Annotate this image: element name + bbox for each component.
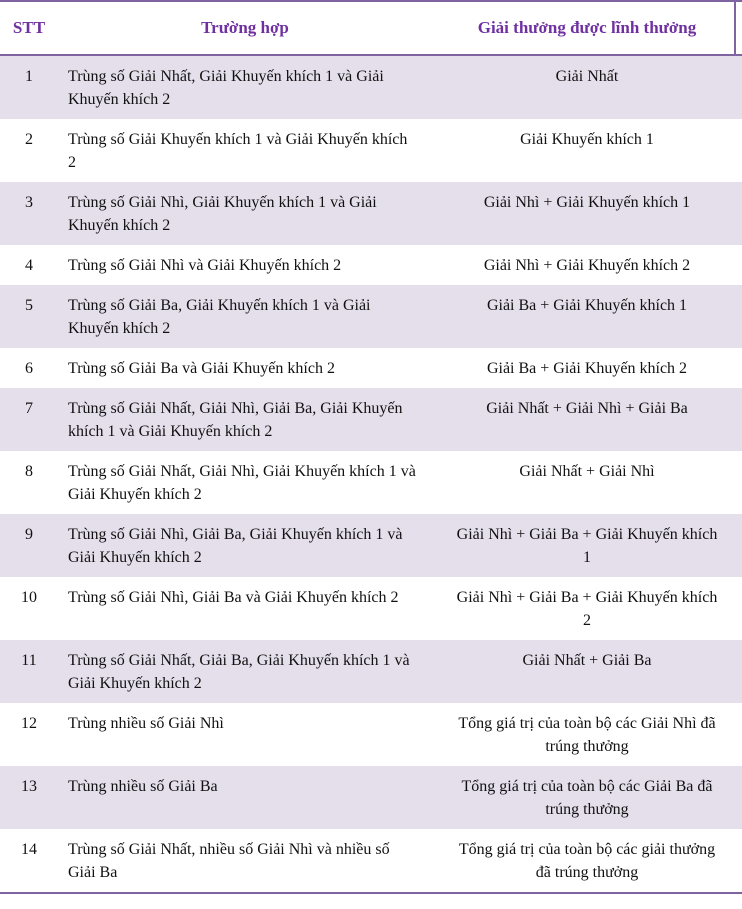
table-row	[0, 766, 742, 829]
table-row	[0, 451, 742, 514]
table-row	[0, 388, 742, 451]
header-row	[0, 1, 742, 55]
case-cell: Trùng số Giải Nhì, Giải Ba và Giải Khuyến khích 2	[68, 589, 399, 606]
stt-cell: 3	[25, 194, 33, 211]
stt-cell: 9	[25, 526, 33, 543]
case-cell: Trùng số Giải Nhất, Giải Ba, Giải Khuyến khích 1 và Giải Khuyến khích 2	[68, 652, 410, 692]
column-header-case: Trường hợp	[58, 1, 432, 55]
table-row	[0, 245, 742, 285]
case-cell: Trùng số Giải Nhất, nhiều số Giải Nhì và nhiều số Giải Ba	[68, 841, 390, 881]
table-row	[0, 285, 742, 348]
stt-cell: 10	[21, 589, 37, 606]
prize-cell: Giải Nhất + Giải Nhì	[519, 463, 655, 480]
column-header-prize: Giải thưởng được lĩnh thưởng	[432, 1, 742, 55]
case-cell: Trùng số Giải Ba và Giải Khuyến khích 2	[68, 360, 335, 377]
prize-cell: Giải Nhất	[555, 68, 619, 85]
prize-cell: Giải Nhì + Giải Khuyến khích 2	[483, 257, 691, 274]
prize-cell: Giải Nhì + Giải Ba + Giải Khuyến khích 2	[456, 589, 718, 629]
prize-cell: Giải Nhất + Giải Ba	[522, 652, 652, 669]
stt-cell: 4	[25, 257, 33, 274]
stt-cell: 2	[25, 131, 33, 148]
table-row	[0, 640, 742, 703]
prize-cell: Giải Ba + Giải Khuyến khích 1	[486, 297, 688, 314]
case-cell: Trùng số Giải Nhì và Giải Khuyến khích 2	[68, 257, 342, 274]
table-row	[0, 703, 742, 766]
case-cell: Trùng số Giải Nhì, Giải Ba, Giải Khuyến khích 1 và Giải Khuyến khích 2	[68, 526, 403, 566]
stt-cell: 12	[21, 715, 37, 732]
table-row	[0, 577, 742, 640]
stt-cell: 8	[25, 463, 33, 480]
case-cell: Trùng số Giải Nhất, Giải Khuyến khích 1 và Giải Khuyến khích 2	[68, 68, 384, 108]
stt-cell: 13	[21, 778, 37, 795]
case-cell: Trùng nhiều số Giải Ba	[68, 778, 218, 795]
case-cell: Trùng số Giải Nhất, Giải Nhì, Giải Ba, Giải Khuyến khích 1 và Giải Khuyến khích 2	[68, 400, 403, 440]
table-row	[0, 348, 742, 388]
table-body	[0, 55, 742, 893]
case-cell: Trùng số Giải Nhất, Giải Nhì, Giải Khuyến khích 1 và Giải Khuyến khích 2	[68, 463, 416, 503]
column-header-stt: STT	[0, 1, 58, 55]
table-row	[0, 55, 742, 119]
stt-cell: 11	[21, 652, 37, 669]
prize-cell: Giải Ba + Giải Khuyến khích 2	[486, 360, 688, 377]
table-row	[0, 829, 742, 893]
prize-cell: Tổng giá trị của toàn bộ các Giải Nhì đã trúng thưởng	[458, 715, 716, 755]
prize-cell: Giải Nhì + Giải Khuyến khích 1	[483, 194, 691, 211]
prize-cell: Giải Nhất + Giải Nhì + Giải Ba	[486, 400, 688, 417]
case-cell: Trùng số Giải Nhì, Giải Khuyến khích 1 và Giải Khuyến khích 2	[68, 194, 377, 234]
case-cell: Trùng số Giải Ba, Giải Khuyến khích 1 và Giải Khuyến khích 2	[68, 297, 371, 337]
stt-cell: 7	[25, 400, 33, 417]
table-row	[0, 182, 742, 245]
prize-cell: Giải Nhì + Giải Ba + Giải Khuyến khích 1	[456, 526, 718, 566]
stt-cell: 5	[25, 297, 33, 314]
table-row	[0, 119, 742, 182]
stt-cell: 1	[25, 68, 33, 85]
table-header	[0, 1, 742, 55]
case-cell: Trùng nhiều số Giải Nhì	[68, 715, 224, 732]
header-right-border-line	[734, 0, 736, 54]
case-cell: Trùng số Giải Khuyến khích 1 và Giải Khuyến khích 2	[68, 131, 408, 171]
prize-cell: Tổng giá trị của toàn bộ các giải thưởng đã trúng thưởng	[458, 841, 716, 881]
stt-cell: 14	[21, 841, 37, 858]
prize-cell: Giải Khuyến khích 1	[520, 131, 654, 148]
table-row	[0, 514, 742, 577]
prize-cell: Tổng giá trị của toàn bộ các Giải Ba đã trúng thưởng	[461, 778, 713, 818]
stt-cell: 6	[25, 360, 33, 377]
